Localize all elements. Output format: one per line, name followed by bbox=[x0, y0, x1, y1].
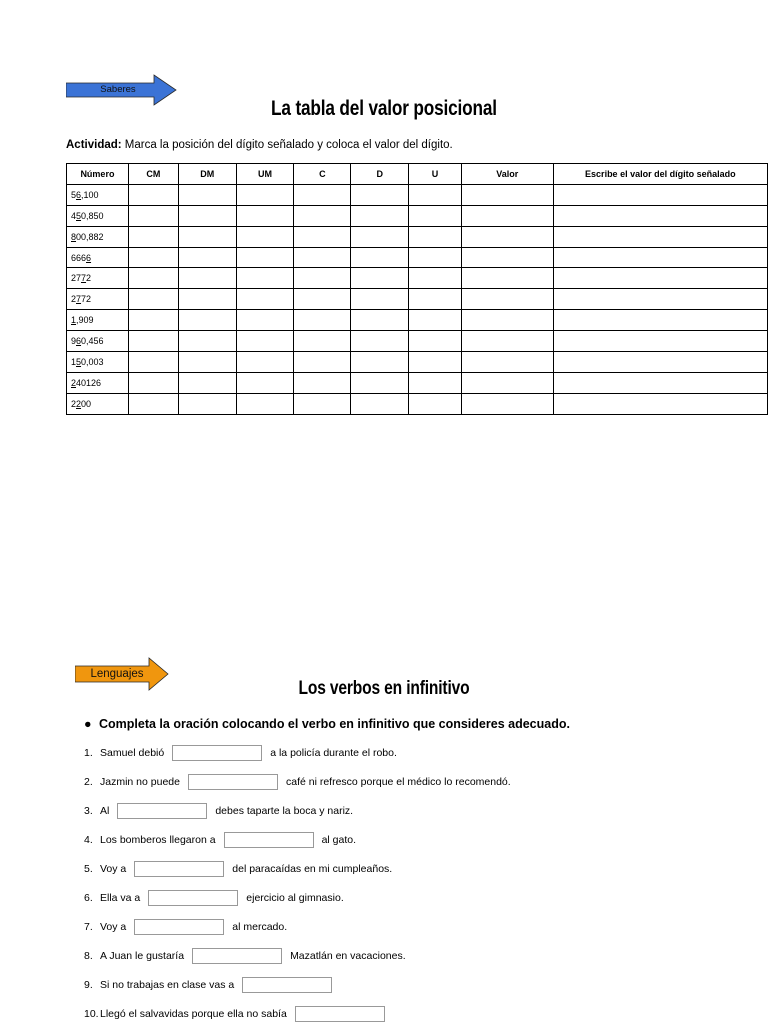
answer-cell-valor[interactable] bbox=[461, 268, 553, 289]
answer-cell-c[interactable] bbox=[294, 268, 351, 289]
answer-cell-dm[interactable] bbox=[178, 331, 236, 352]
marked-digit: 6 bbox=[76, 336, 82, 347]
sentence-text-after: ejercicio al gimnasio. bbox=[246, 892, 344, 904]
answer-cell-um[interactable] bbox=[236, 205, 294, 226]
answer-cell-um[interactable] bbox=[236, 331, 294, 352]
answer-cell-dm[interactable] bbox=[178, 226, 236, 247]
answer-cell-valor[interactable] bbox=[461, 184, 553, 205]
sentence-item bbox=[84, 832, 356, 848]
number-suffix: 0,003 bbox=[81, 356, 104, 367]
number-suffix: ,100 bbox=[81, 189, 99, 200]
answer-cell-um[interactable] bbox=[236, 268, 294, 289]
bullet-dot-icon: ● bbox=[84, 717, 92, 731]
answer-cell-dm[interactable] bbox=[178, 184, 236, 205]
sentence-number: 10. bbox=[84, 1008, 99, 1020]
marked-digit: 5 bbox=[76, 356, 82, 367]
table-row bbox=[67, 289, 768, 310]
marked-digit: 7 bbox=[81, 273, 87, 284]
saberes-label: Saberes bbox=[100, 84, 136, 95]
answer-input[interactable] bbox=[172, 745, 262, 761]
sentence-number: 4. bbox=[84, 834, 93, 846]
answer-cell-escribe[interactable] bbox=[553, 247, 767, 268]
answer-cell-um[interactable] bbox=[236, 372, 294, 393]
answer-cell-u[interactable] bbox=[409, 247, 462, 268]
answer-cell-dm[interactable] bbox=[178, 393, 236, 414]
answer-cell-u[interactable] bbox=[409, 268, 462, 289]
answer-cell-c[interactable] bbox=[294, 310, 351, 331]
number-prefix: 9 bbox=[71, 336, 77, 347]
table-row bbox=[67, 393, 768, 414]
sentence-text-after: al mercado. bbox=[232, 921, 288, 933]
sentence-number: 5. bbox=[84, 863, 93, 875]
header-um: UM bbox=[236, 164, 294, 185]
answer-cell-c[interactable] bbox=[294, 205, 351, 226]
sentence-item bbox=[84, 919, 287, 935]
number-prefix: 2 bbox=[71, 294, 77, 305]
table-header-row bbox=[67, 164, 768, 185]
answer-cell-d[interactable] bbox=[351, 289, 409, 310]
sentence-text-before: Jazmin no puede bbox=[100, 776, 180, 788]
instruction-bullet bbox=[84, 717, 570, 731]
answer-cell-d[interactable] bbox=[351, 268, 409, 289]
number-prefix: 1 bbox=[71, 356, 77, 367]
sentence-text-after: del paracaídas en mi cumpleaños. bbox=[232, 863, 393, 875]
answer-cell-valor[interactable] bbox=[461, 247, 553, 268]
number-cell bbox=[67, 393, 129, 414]
header-valor: Valor bbox=[461, 164, 553, 185]
answer-cell-cm[interactable] bbox=[128, 247, 178, 268]
number-cell bbox=[67, 247, 129, 268]
answer-cell-dm[interactable] bbox=[178, 247, 236, 268]
header-cm: CM bbox=[128, 164, 178, 185]
answer-input[interactable] bbox=[192, 948, 282, 964]
number-suffix: 00,882 bbox=[76, 231, 104, 242]
answer-cell-u[interactable] bbox=[409, 393, 462, 414]
sentence-number: 8. bbox=[84, 950, 93, 962]
sentence-text-before: Los bomberos llegaron a bbox=[100, 834, 216, 846]
header-numero: Número bbox=[67, 164, 129, 185]
answer-cell-escribe[interactable] bbox=[553, 268, 767, 289]
table-row bbox=[67, 310, 768, 331]
answer-cell-um[interactable] bbox=[236, 393, 294, 414]
answer-cell-cm[interactable] bbox=[128, 372, 178, 393]
sentence-text-before: Voy a bbox=[100, 921, 127, 933]
answer-cell-escribe[interactable] bbox=[553, 393, 767, 414]
answer-cell-dm[interactable] bbox=[178, 352, 236, 373]
answer-cell-d[interactable] bbox=[351, 184, 409, 205]
sentence-item bbox=[84, 948, 406, 964]
answer-cell-d[interactable] bbox=[351, 205, 409, 226]
answer-cell-um[interactable] bbox=[236, 310, 294, 331]
number-suffix: 00 bbox=[81, 398, 92, 409]
sentence-number: 2. bbox=[84, 776, 93, 788]
number-prefix: 27 bbox=[71, 273, 82, 284]
answer-cell-d[interactable] bbox=[351, 372, 409, 393]
sentence-text-before: Voy a bbox=[100, 863, 127, 875]
answer-cell-escribe[interactable] bbox=[553, 289, 767, 310]
answer-cell-u[interactable] bbox=[409, 310, 462, 331]
answer-cell-cm[interactable] bbox=[128, 226, 178, 247]
answer-cell-c[interactable] bbox=[294, 184, 351, 205]
marked-digit: 7 bbox=[76, 294, 82, 305]
activity-label: Actividad: bbox=[66, 139, 122, 151]
table-row bbox=[67, 205, 768, 226]
sentence-number: 3. bbox=[84, 805, 93, 817]
answer-cell-escribe[interactable] bbox=[553, 205, 767, 226]
page-title: La tabla del valor posicional bbox=[271, 97, 497, 120]
sentence-text-before: Llegó el salvavidas porque ella no sabía bbox=[100, 1008, 287, 1020]
answer-cell-u[interactable] bbox=[409, 226, 462, 247]
marked-digit: 6 bbox=[86, 252, 92, 263]
table-row bbox=[67, 226, 768, 247]
sentence-number: 9. bbox=[84, 979, 93, 991]
answer-cell-u[interactable] bbox=[409, 289, 462, 310]
answer-cell-cm[interactable] bbox=[128, 205, 178, 226]
sentence-number: 1. bbox=[84, 747, 93, 759]
marked-digit: 2 bbox=[71, 377, 77, 388]
answer-cell-c[interactable] bbox=[294, 352, 351, 373]
sentence-text-before: Ella va a bbox=[100, 892, 141, 904]
number-suffix: 72 bbox=[81, 294, 92, 305]
sentence-item bbox=[84, 774, 511, 790]
answer-cell-escribe[interactable] bbox=[553, 372, 767, 393]
answer-cell-cm[interactable] bbox=[128, 310, 178, 331]
answer-cell-c[interactable] bbox=[294, 331, 351, 352]
number-cell bbox=[67, 268, 129, 289]
answer-cell-cm[interactable] bbox=[128, 352, 178, 373]
number-cell bbox=[67, 352, 129, 373]
activity-instruction bbox=[66, 139, 453, 151]
answer-cell-escribe[interactable] bbox=[553, 331, 767, 352]
answer-cell-d[interactable] bbox=[351, 226, 409, 247]
answer-cell-um[interactable] bbox=[236, 184, 294, 205]
answer-input[interactable] bbox=[134, 861, 224, 877]
sentence-text-after: café ni refresco porque el médico lo recomendó. bbox=[285, 776, 511, 788]
answer-cell-u[interactable] bbox=[409, 372, 462, 393]
answer-input[interactable] bbox=[117, 803, 207, 819]
answer-cell-c[interactable] bbox=[294, 289, 351, 310]
header-dm: DM bbox=[178, 164, 236, 185]
marked-digit: 8 bbox=[71, 231, 77, 242]
marked-digit: 5 bbox=[76, 210, 82, 221]
number-suffix: 2 bbox=[86, 273, 92, 284]
answer-input[interactable] bbox=[148, 890, 238, 906]
number-cell bbox=[67, 226, 129, 247]
answer-cell-valor[interactable] bbox=[461, 372, 553, 393]
number-prefix: 2 bbox=[71, 398, 77, 409]
number-suffix: 0,456 bbox=[81, 336, 104, 347]
marked-digit: 6 bbox=[76, 189, 82, 200]
answer-cell-c[interactable] bbox=[294, 247, 351, 268]
answer-cell-valor[interactable] bbox=[461, 393, 553, 414]
answer-cell-dm[interactable] bbox=[178, 205, 236, 226]
answer-cell-d[interactable] bbox=[351, 352, 409, 373]
answer-cell-u[interactable] bbox=[409, 205, 462, 226]
answer-cell-dm[interactable] bbox=[178, 310, 236, 331]
table-row bbox=[67, 268, 768, 289]
sentence-text-before: A Juan le gustaría bbox=[100, 950, 185, 962]
place-value-table bbox=[66, 163, 768, 415]
sentence-number: 6. bbox=[84, 892, 93, 904]
answer-cell-c[interactable] bbox=[294, 226, 351, 247]
answer-cell-valor[interactable] bbox=[461, 226, 553, 247]
answer-cell-dm[interactable] bbox=[178, 372, 236, 393]
answer-cell-c[interactable] bbox=[294, 372, 351, 393]
answer-cell-escribe[interactable] bbox=[553, 226, 767, 247]
answer-input[interactable] bbox=[134, 919, 224, 935]
answer-cell-um[interactable] bbox=[236, 289, 294, 310]
answer-cell-um[interactable] bbox=[236, 226, 294, 247]
answer-cell-d[interactable] bbox=[351, 247, 409, 268]
answer-cell-valor[interactable] bbox=[461, 310, 553, 331]
section-title-verbos: Los verbos en infinitivo bbox=[298, 678, 470, 699]
table-row bbox=[67, 247, 768, 268]
answer-cell-u[interactable] bbox=[409, 184, 462, 205]
sentence-item bbox=[84, 890, 344, 906]
instruction-text: Completa la oración colocando el verbo en infinitivo que consideres adecuado. bbox=[99, 717, 570, 731]
number-cell bbox=[67, 331, 129, 352]
answer-cell-valor[interactable] bbox=[461, 289, 553, 310]
header-u: U bbox=[409, 164, 462, 185]
number-suffix: 40126 bbox=[76, 377, 102, 388]
answer-cell-valor[interactable] bbox=[461, 352, 553, 373]
answer-cell-d[interactable] bbox=[351, 310, 409, 331]
answer-cell-d[interactable] bbox=[351, 393, 409, 414]
answer-cell-dm[interactable] bbox=[178, 289, 236, 310]
number-cell bbox=[67, 289, 129, 310]
sentence-text-after: Mazatlán en vacaciones. bbox=[290, 950, 406, 962]
answer-cell-d[interactable] bbox=[351, 331, 409, 352]
sentence-text-before: Si no trabajas en clase vas a bbox=[100, 979, 235, 991]
sentence-item bbox=[84, 803, 353, 819]
answer-cell-escribe[interactable] bbox=[553, 310, 767, 331]
answer-cell-um[interactable] bbox=[236, 352, 294, 373]
number-prefix: 4 bbox=[71, 210, 77, 221]
number-suffix: ,909 bbox=[76, 315, 94, 326]
number-prefix: 666 bbox=[71, 252, 87, 263]
answer-cell-u[interactable] bbox=[409, 352, 462, 373]
table-row bbox=[67, 372, 768, 393]
number-cell bbox=[67, 310, 129, 331]
sentence-item bbox=[84, 977, 340, 993]
marked-digit: 2 bbox=[76, 398, 82, 409]
answer-cell-valor[interactable] bbox=[461, 205, 553, 226]
sentence-item bbox=[84, 861, 392, 877]
answer-input[interactable] bbox=[242, 977, 332, 993]
answer-cell-cm[interactable] bbox=[128, 393, 178, 414]
header-c: C bbox=[294, 164, 351, 185]
answer-cell-valor[interactable] bbox=[461, 331, 553, 352]
number-cell bbox=[67, 184, 129, 205]
answer-cell-c[interactable] bbox=[294, 393, 351, 414]
answer-cell-um[interactable] bbox=[236, 247, 294, 268]
table-row bbox=[67, 352, 768, 373]
sentence-text-after: debes taparte la boca y nariz. bbox=[215, 805, 354, 817]
answer-cell-cm[interactable] bbox=[128, 268, 178, 289]
answer-cell-escribe[interactable] bbox=[553, 184, 767, 205]
answer-cell-u[interactable] bbox=[409, 331, 462, 352]
sentence-item bbox=[84, 1006, 393, 1022]
answer-input[interactable] bbox=[295, 1006, 385, 1022]
table-row bbox=[67, 184, 768, 205]
answer-cell-escribe[interactable] bbox=[553, 352, 767, 373]
number-prefix: 5 bbox=[71, 189, 77, 200]
header-escribe: Escribe el valor del dígito señalado bbox=[553, 164, 767, 185]
sentence-number: 7. bbox=[84, 921, 93, 933]
answer-cell-cm[interactable] bbox=[128, 289, 178, 310]
answer-input[interactable] bbox=[224, 832, 314, 848]
sentence-text-before: Al bbox=[100, 805, 110, 817]
sentence-text-before: Samuel debió bbox=[100, 747, 165, 759]
sentence-item bbox=[84, 745, 397, 761]
number-cell bbox=[67, 372, 129, 393]
number-suffix: 0,850 bbox=[81, 210, 104, 221]
marked-digit: 1 bbox=[71, 315, 77, 326]
activity-text: Marca la posición del dígito señalado y coloca el valor del dígito. bbox=[121, 139, 453, 151]
sentence-text-after: a la policía durante el robo. bbox=[270, 747, 397, 759]
lenguajes-label: Lenguajes bbox=[90, 668, 144, 680]
header-d: D bbox=[351, 164, 409, 185]
answer-cell-cm[interactable] bbox=[128, 331, 178, 352]
sentence-text-after: al gato. bbox=[321, 834, 357, 846]
number-cell bbox=[67, 205, 129, 226]
answer-cell-dm[interactable] bbox=[178, 268, 236, 289]
table-row bbox=[67, 331, 768, 352]
answer-cell-cm[interactable] bbox=[128, 184, 178, 205]
answer-input[interactable] bbox=[188, 774, 278, 790]
